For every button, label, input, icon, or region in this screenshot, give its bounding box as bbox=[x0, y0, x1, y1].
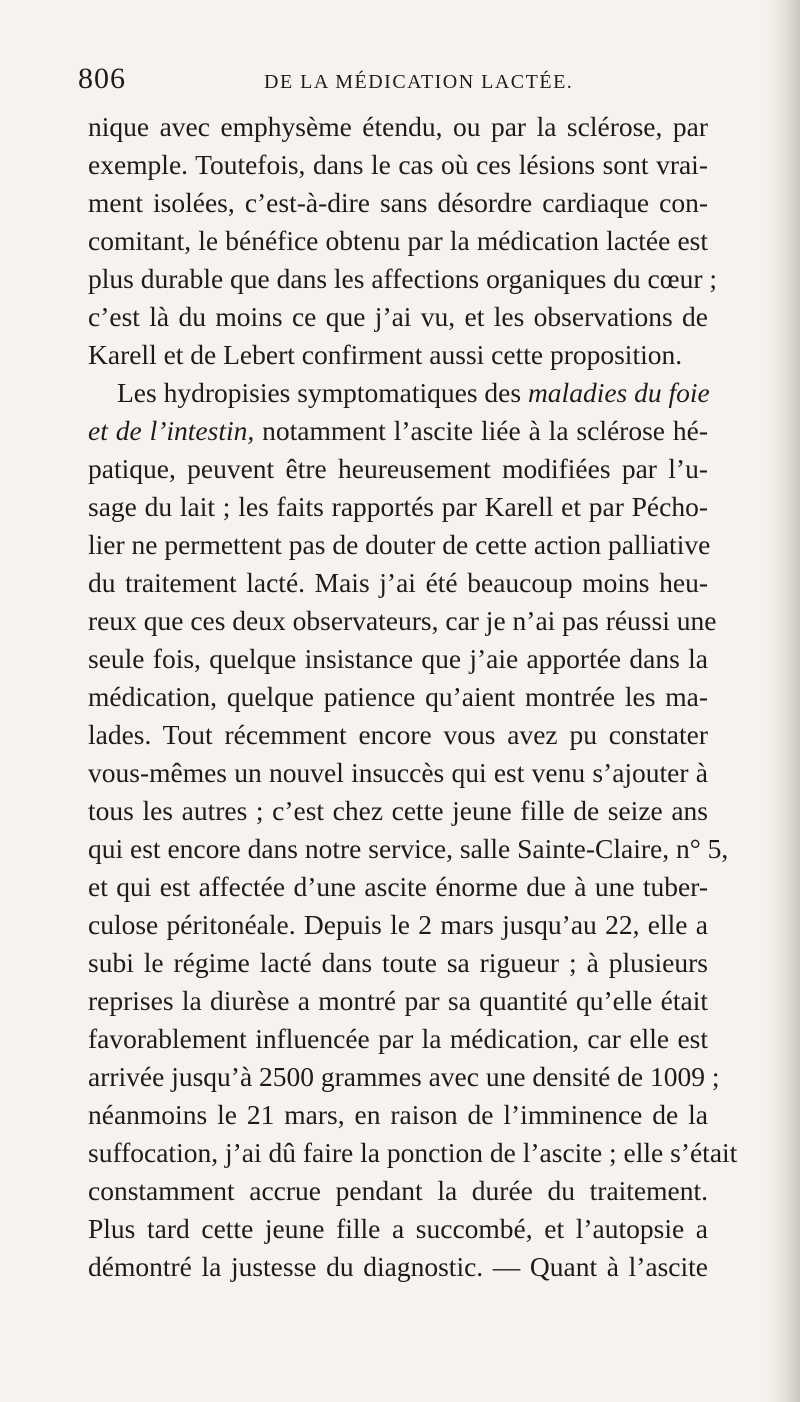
text-line: constamment accrue pendant la durée du traitement. bbox=[88, 1175, 708, 1206]
line-text: Les hydropisies symptomatiques des bbox=[117, 377, 528, 408]
text-line: néanmoins le 21 mars, en raison de l’imminence de la bbox=[88, 1099, 708, 1130]
text-line: c’est là du moins ce que j’ai vu, et les observations de bbox=[88, 301, 708, 332]
page-header bbox=[78, 62, 718, 102]
text-line bbox=[117, 374, 708, 412]
text-line: nique avec emphysème étendu, ou par la sclérose, par bbox=[88, 111, 708, 142]
italic-text: maladies du foie bbox=[527, 377, 710, 408]
text-line: vous-mêmes un nouvel insuccès qui est venu s’ajouter à bbox=[88, 757, 708, 788]
text-line: exemple. Toutefois, dans le cas où ces lésions sont vrai- bbox=[88, 149, 708, 180]
text-line: culose péritonéale. Depuis le 2 mars jusqu’au 22, elle a bbox=[88, 909, 708, 940]
text-line: plus durable que dans les affections organiques du cœur ; bbox=[88, 263, 718, 294]
text-line: comitant, le bénéfice obtenu par la médication lactée est bbox=[88, 225, 708, 256]
text-line: reux que ces deux observateurs, car je n’ai pas réussi une bbox=[88, 605, 717, 636]
text-line: et qui est affectée d’une ascite énorme due à une tuber- bbox=[88, 871, 708, 902]
text-line: du traitement lacté. Mais j’ai été beaucoup moins heu- bbox=[88, 567, 708, 598]
text-line: subi le régime lacté dans toute sa rigueur ; à plusieurs bbox=[88, 947, 708, 978]
text-line: patique, peuvent être heureusement modifiées par l’u- bbox=[88, 453, 708, 484]
text-line: ment isolées, c’est-à-dire sans désordre cardiaque con- bbox=[88, 187, 708, 218]
text-line: médication, quelque patience qu’aient montrée les ma- bbox=[88, 681, 708, 712]
text-line: favorablement influencée par la médication, car elle est bbox=[88, 1023, 708, 1054]
italic-text: et de l’intestin, bbox=[88, 415, 255, 446]
text-line: reprises la diurèse a montré par sa quantité qu’elle était bbox=[88, 985, 708, 1016]
text-line: seule fois, quelque insistance que j’aie apportée dans la bbox=[88, 643, 708, 674]
text-line: tous les autres ; c’est chez cette jeune fille de seize ans bbox=[88, 795, 708, 826]
text-line: suffocation, j’ai dû faire la ponction de l’ascite ; elle s’était bbox=[88, 1137, 738, 1168]
text-line: lades. Tout récemment encore vous avez pu constater bbox=[88, 719, 708, 750]
text-line: sage du lait ; les faits rapportés par Karell et par Pécho- bbox=[88, 491, 708, 522]
text-line: arrivée jusqu’à 2500 grammes avec une densité de 1009 ; bbox=[88, 1061, 720, 1092]
running-head: DE LA MÉDICATION LACTÉE. bbox=[264, 71, 574, 93]
page-edge-shadow bbox=[766, 0, 800, 1402]
text-line bbox=[88, 412, 708, 450]
text-line: qui est encore dans notre service, salle Sainte-Claire, n° 5, bbox=[88, 833, 729, 864]
text-line: démontré la justesse du diagnostic. — Quant à l’ascite bbox=[88, 1251, 708, 1282]
text-line: lier ne permettent pas de douter de cette action palliative bbox=[88, 529, 711, 560]
page-number: 806 bbox=[78, 62, 126, 95]
line-text: notamment l’ascite liée à la sclérose hé- bbox=[254, 415, 708, 446]
text-line: Plus tard cette jeune fille a succombé, et l’autopsie a bbox=[88, 1213, 708, 1244]
text-line: Karell et de Lebert confirment aussi cette proposition. bbox=[88, 339, 683, 370]
